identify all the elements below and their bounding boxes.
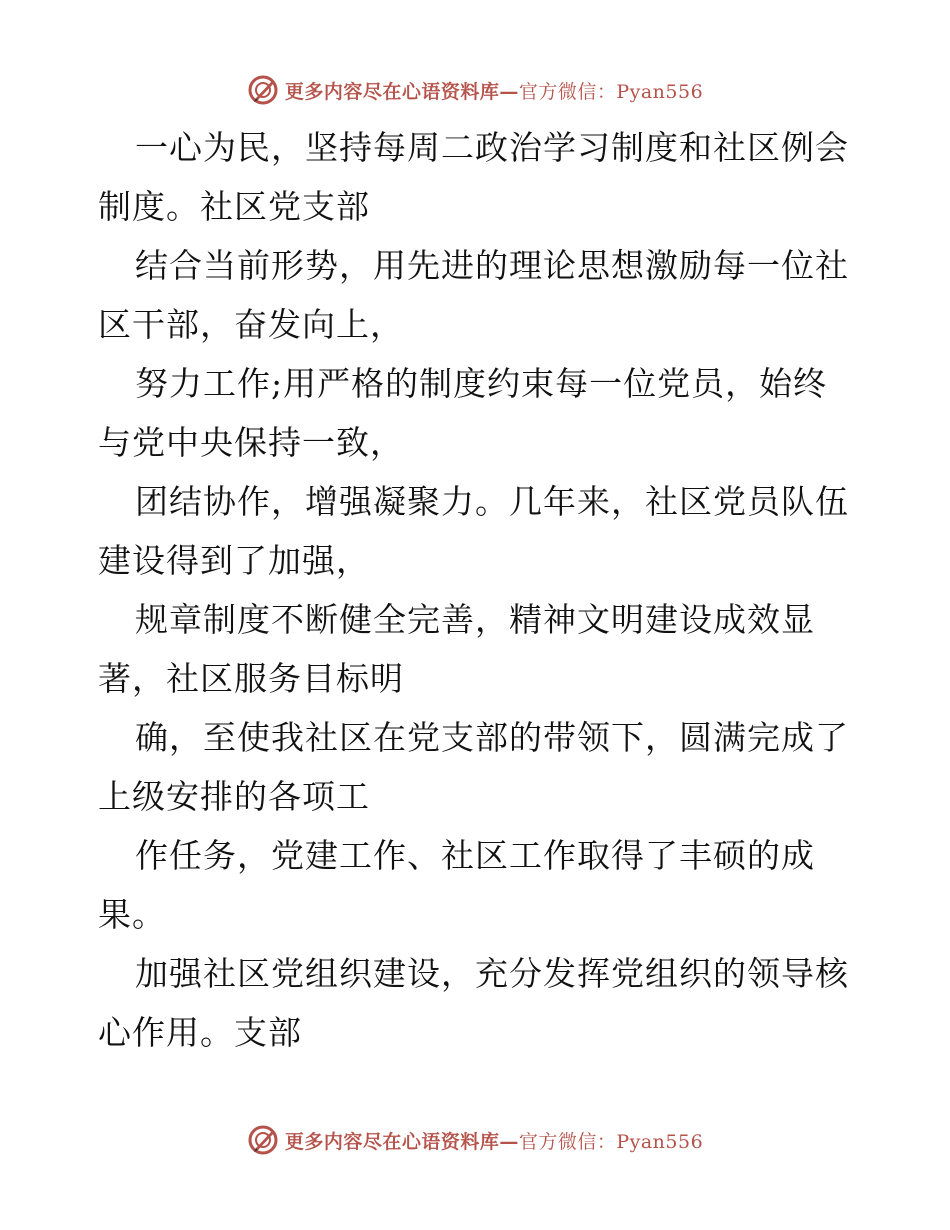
logo-icon <box>247 1124 279 1156</box>
header-banner-dash: — <box>499 80 519 103</box>
logo-icon <box>247 74 279 106</box>
body-line: 心作用。支部 <box>98 1013 302 1052</box>
body-line: 建设得到了加强， <box>98 541 370 580</box>
body-line: 果。 <box>98 895 166 934</box>
footer-banner-main: 更多内容尽在心语资料库 <box>284 1130 500 1153</box>
document-body <box>98 118 858 1062</box>
header-banner-content <box>247 74 703 106</box>
footer-banner-wechat: 官方微信：Pyan556 <box>518 1130 704 1153</box>
header-banner <box>0 70 950 110</box>
body-line: 确，至使我社区在党支部的带领下，圆满完成了 <box>135 718 849 757</box>
body-line: 加强社区党组织建设，充分发挥党组织的领导核 <box>135 954 849 993</box>
body-line: 区干部，奋发向上， <box>98 305 404 344</box>
footer-banner-dash: — <box>499 1130 519 1153</box>
body-line: 团结协作，增强凝聚力。几年来，社区党员队伍 <box>135 482 849 521</box>
header-banner-wechat: 官方微信：Pyan556 <box>518 80 704 103</box>
body-line: 制度。社区党支部 <box>98 187 370 226</box>
footer-banner-text <box>285 1127 703 1154</box>
header-banner-main: 更多内容尽在心语资料库 <box>284 80 500 103</box>
body-line: 规章制度不断健全完善，精神文明建设成效显 <box>135 600 815 639</box>
body-line: 一心为民，坚持每周二政治学习制度和社区例会 <box>135 128 849 167</box>
footer-banner <box>0 1120 950 1160</box>
body-line: 著，社区服务目标明 <box>98 659 404 698</box>
body-line: 上级安排的各项工 <box>98 777 370 816</box>
body-line: 作任务，党建工作、社区工作取得了丰硕的成 <box>135 836 815 875</box>
body-line: 努力工作;用严格的制度约束每一位党员，始终 <box>135 364 828 403</box>
body-line: 与党中央保持一致， <box>98 423 404 462</box>
footer-banner-content <box>247 1124 703 1156</box>
header-banner-text <box>285 77 703 104</box>
body-line: 结合当前形势，用先进的理论思想激励每一位社 <box>135 246 849 285</box>
